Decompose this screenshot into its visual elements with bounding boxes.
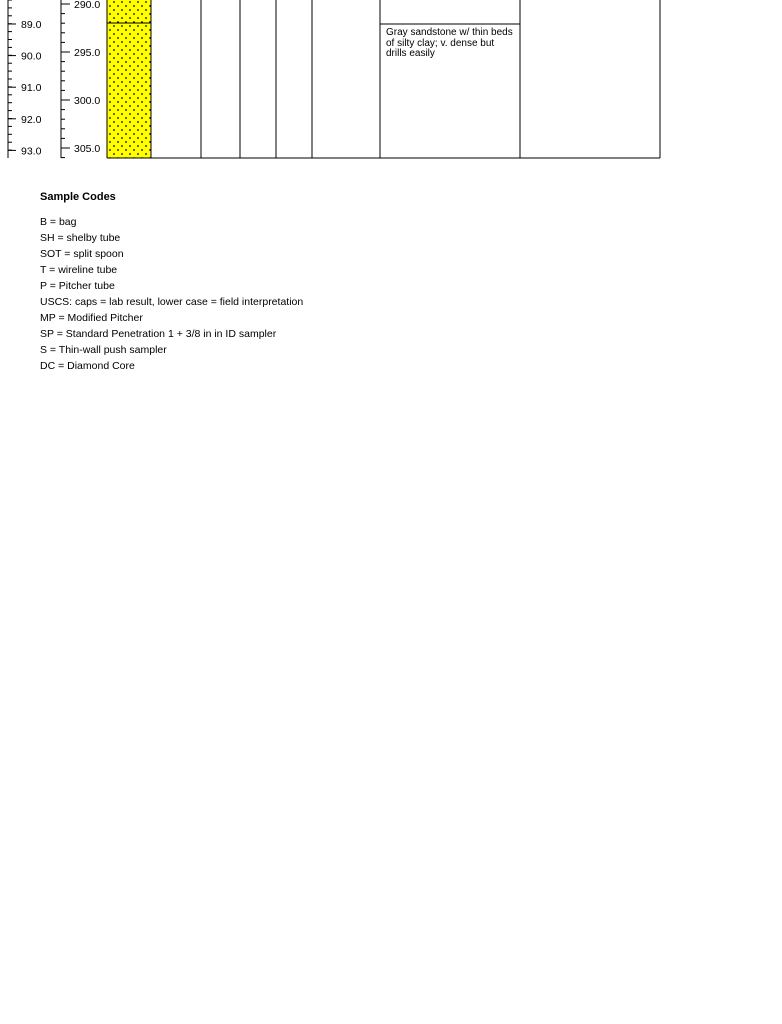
elevation-tick-label: 90.0 xyxy=(21,50,42,63)
sample-code-item: T = wireline tube xyxy=(40,264,118,276)
lithology-column xyxy=(107,0,151,158)
sample-code-item: DC = Diamond Core xyxy=(40,360,135,372)
sample-code-item: SOT = split spoon xyxy=(40,248,124,260)
sample-code-item: SP = Standard Penetration 1 + 3/8 in in ID sampler xyxy=(40,328,277,340)
sample-code-item: USCS: caps = lab result, lower case = field interpretation xyxy=(40,296,304,308)
log-table-grid xyxy=(107,0,660,158)
boring-log-graphic xyxy=(0,0,782,170)
sample-code-item: S = Thin-wall push sampler xyxy=(40,344,167,356)
elevation-tick-label: 92.0 xyxy=(21,113,42,126)
depth-tick-label: 300.0 xyxy=(74,95,101,107)
soil-description: Gray sandstone w/ thin beds of silty clay; v. dense but drills easily xyxy=(386,27,513,59)
sample-code-item: B = bag xyxy=(40,216,77,228)
elevation-tick-label: 93.0 xyxy=(21,145,42,158)
sample-codes-title: Sample Codes xyxy=(40,191,116,203)
sample-code-item: SH = shelby tube xyxy=(40,232,121,244)
depth-axis xyxy=(61,0,100,158)
sample-codes-list xyxy=(40,214,303,374)
elevation-axis xyxy=(8,0,42,158)
depth-tick-label: 290.0 xyxy=(74,0,101,11)
depth-tick-label: 295.0 xyxy=(74,47,101,59)
elevation-tick-label: 89.0 xyxy=(21,19,42,31)
sample-code-item: P = Pitcher tube xyxy=(40,280,115,292)
sample-codes-legend xyxy=(40,190,303,374)
depth-tick-label: 305.0 xyxy=(74,143,101,155)
elevation-tick-label: 91.0 xyxy=(21,82,42,95)
sample-code-item: MP = Modified Pitcher xyxy=(40,312,143,324)
